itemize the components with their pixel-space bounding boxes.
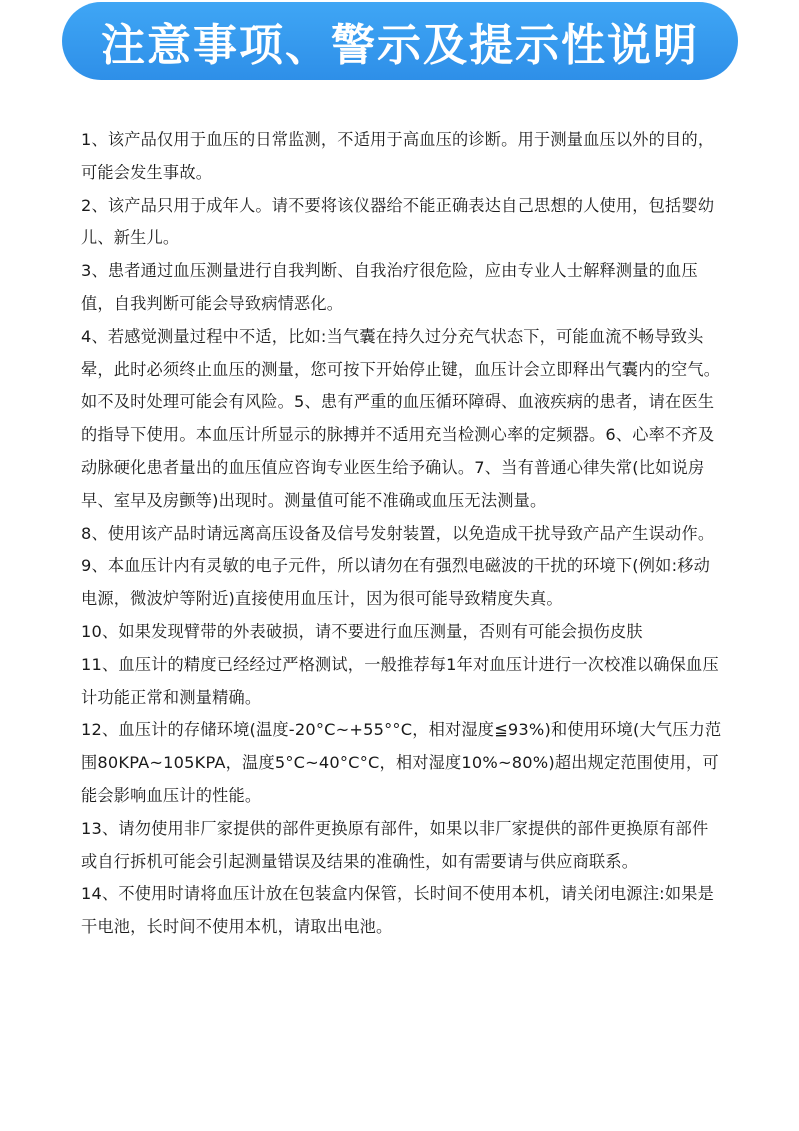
notice-item-13: 13、请勿使用非厂家提供的部件更换原有部件，如果以非厂家提供的部件更换原有部件或自行拆机可能会引起测量错误及结果的准确性，如有需要请与供应商联系。 bbox=[81, 818, 709, 871]
notice-item-1: 1、该产品仅用于血压的日常监测，不适用于高血压的诊断。用于测量血压以外的目的，可能会发生事故。 bbox=[81, 130, 715, 182]
notice-list bbox=[81, 124, 723, 944]
notice-item-14: 14、不使用时请将血压计放在包装盒内保管，长时间不使用本机，请关闭电源注:如果是干电池，长时间不使用本机，请取出电池。 bbox=[81, 884, 714, 937]
notice-item-4-7: 4、若感觉测量过程中不适，比如:当气囊在持久过分充气状态下，可能血流不畅导致头晕，此时必须终止血压的测量，您可按下开始停止键，血压计会立即释出气囊内的空气。如不及时处理可能会有风险。5、患有严重的血压循环障碍、血液疾病的患者，请在医生的指导下使用。本血压计所显示的脉搏并不适用充当检测心率的定频器。6、心率不齐及动脉硬化患者量出的血压值应咨询专业医生给予确认。7、当有普通心律失常(比如说房早、室早及房颤等)出现时。测量值可能不准确或血压无法测量。 bbox=[81, 326, 721, 510]
page-title: 注意事项、警示及提示性说明 bbox=[101, 20, 699, 71]
notice-item-11: 11、血压计的精度已经经过严格测试，一般推荐每1年对血压计进行一次校准以确保血压计功能正常和测量精确。 bbox=[81, 654, 719, 707]
notice-item-3: 3、患者通过血压测量进行自我判断、自我治疗很危险，应由专业人士解释测量的血压值，自我判断可能会导致病情恶化。 bbox=[81, 261, 698, 313]
notice-item-9: 9、本血压计内有灵敏的电子元件，所以请勿在有强烈电磁波的干扰的环境下(例如:移动电源，微波炉等附近)直接使用血压计，因为很可能导致精度失真。 bbox=[81, 556, 711, 609]
notice-item-2: 2、该产品只用于成年人。请不要将该仪器给不能正确表达自己思想的人使用，包括婴幼儿、新生儿。 bbox=[81, 195, 715, 248]
title-banner bbox=[62, 2, 738, 80]
notice-item-8: 8、使用该产品时请远离高压设备及信号发射装置，以免造成干扰导致产品产生误动作。 bbox=[81, 523, 715, 543]
notice-item-12: 12、血压计的存储环境(温度-20°C~+55°°C，相对湿度≦93%)和使用环境(大气压力范围80KPA~105KPA，温度5°C~40°C°C，相对湿度10%~80%)超出规定范围使用，可能会影响血压计的性能。 bbox=[81, 720, 722, 805]
notice-item-10: 10、如果发现臂带的外表破损，请不要进行血压测量，否则有可能会损伤皮肤 bbox=[81, 621, 643, 641]
